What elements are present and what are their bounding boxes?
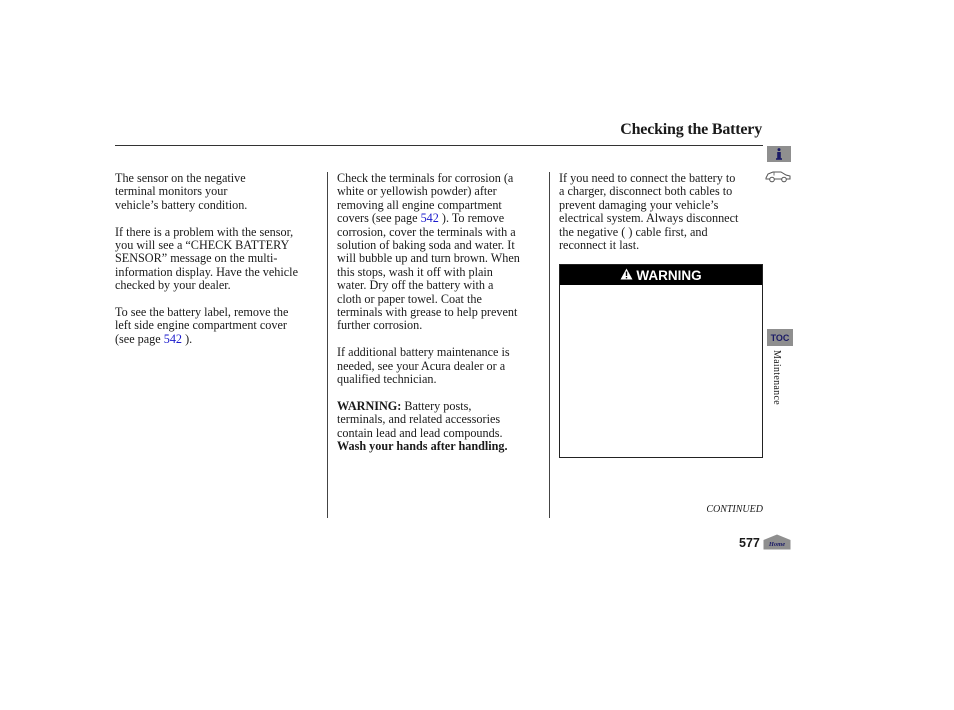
continued-label: CONTINUED: [706, 504, 763, 515]
column-divider: [327, 172, 328, 518]
corrosion-paragraph: [337, 172, 543, 333]
warning-triangle-icon: [620, 268, 633, 283]
title-rule: [115, 145, 763, 146]
column-1: [115, 172, 321, 360]
charger-paragraph: If you need to connect the battery to a charger, disconnect both cables to prevent damaging your vehicle’s electrical system. Always disconnect the negative ( ) cable first, and reconnect it last.: [559, 171, 739, 253]
warning-label: WARNING:: [337, 398, 402, 413]
home-label: Home: [768, 541, 786, 548]
column-divider: [549, 172, 550, 518]
wash-hands-text: Wash your hands after handling.: [337, 439, 508, 454]
page-number: 577: [739, 536, 760, 550]
sensor-paragraph: The sensor on the negative terminal monitors your vehicle’s battery condition.: [115, 171, 248, 212]
lead-warning-paragraph: [337, 400, 543, 454]
warning-title: WARNING: [636, 267, 702, 283]
warning-header: [560, 265, 762, 285]
info-icon[interactable]: [767, 146, 791, 162]
battery-label-text: To see the battery label, remove the left side engine compartment cover (see page: [115, 305, 289, 346]
toc-button[interactable]: TOC: [767, 329, 793, 346]
maintenance-paragraph: If additional battery maintenance is needed, see your Acura dealer or a qualified technician.: [337, 345, 510, 387]
corrosion-text-end: ). To remove corrosion, cover the terminals with a solution of baking soda and water. It will bubble up and turn brown. When this stops, wash it off with plain water. Dry off the battery with a cloth or paper towel. Coat the terminals with grease to help prevent further corrosion.: [337, 211, 520, 333]
battery-label-text-end: ).: [182, 331, 193, 346]
lead-warning-text: Battery posts, terminals, and related accessories contain lead and lead compounds.: [337, 398, 503, 440]
page-title: Checking the Battery: [620, 121, 762, 138]
battery-label-paragraph: [115, 306, 321, 346]
sensor-problem-paragraph: If there is a problem with the sensor, you will see a “CHECK BATTERY SENSOR” message on the multi- information display. Have the vehicle checked by your dealer.: [115, 224, 298, 293]
column-3: [559, 172, 763, 266]
corrosion-text: Check the terminals for corrosion (a white or yellowish powder) after removing all engine compartment covers (see page: [337, 171, 514, 226]
warning-box: [559, 264, 763, 458]
page-link-542[interactable]: 542: [163, 331, 183, 346]
home-button[interactable]: [763, 534, 791, 550]
section-tab[interactable]: Maintenance: [771, 350, 782, 405]
car-icon[interactable]: [764, 167, 792, 184]
column-2: [337, 172, 543, 467]
page-link-542[interactable]: 542: [420, 211, 439, 226]
